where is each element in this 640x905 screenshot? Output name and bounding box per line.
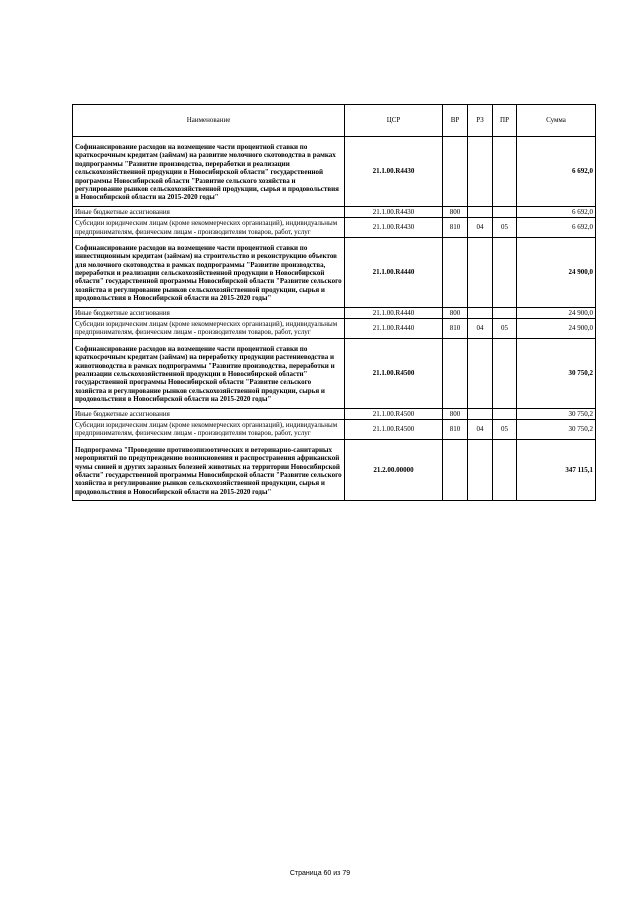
table-row	[73, 319, 596, 339]
row-sum: 6 692,0	[517, 137, 596, 207]
row-pr: 05	[493, 218, 517, 238]
row-name: Подпрограмма "Проведение противоэпизоотических и ветеринарно-санитарных мероприятий по предупреждению возникновения и распространения африканской чумы свиней и других заразных болезней животных на территории Новосибирской области" государственной программы Новосибирской области "Развитие сельского хозяйства и регулирование рынков сельскохозяйственной продукции, сырья и продовольствия в Новосибирской области на 2015-2020 годы"	[73, 439, 345, 500]
row-csr: 21.2.00.00000	[345, 439, 443, 500]
table-row	[73, 206, 596, 217]
header-name: Наименование	[73, 105, 345, 137]
row-vr	[443, 439, 468, 500]
table-row	[73, 439, 596, 500]
row-pr	[493, 307, 517, 318]
table-row	[73, 307, 596, 318]
row-csr: 21.1.00.R4500	[345, 338, 443, 408]
row-pr	[493, 237, 517, 307]
row-csr: 21.1.00.R4440	[345, 319, 443, 339]
row-rz: 04	[468, 218, 493, 238]
row-sum: 24 900,0	[517, 319, 596, 339]
row-vr	[443, 137, 468, 207]
row-csr: 21.1.00.R4430	[345, 218, 443, 238]
row-sum: 24 900,0	[517, 307, 596, 318]
row-vr: 810	[443, 419, 468, 439]
row-vr: 800	[443, 206, 468, 217]
row-name: Софинансирование расходов на возмещение части процентной ставки по краткосрочным кредитам (займам) на переработку продукции растениеводства и животноводства в рамках подпрограммы "Развитие производства, переработки и реализации сельскохозяйственной продукции в Новосибирской области" государственной программы Новосибирской области "Развитие сельского хозяйства и регулирование рынков сельскохозяйственной продукции, сырья и продовольствия в Новосибирской области на 2015-2020 годы"	[73, 338, 345, 408]
row-rz	[468, 206, 493, 217]
row-pr: 05	[493, 319, 517, 339]
row-sum: 30 750,2	[517, 408, 596, 419]
row-csr: 21.1.00.R4500	[345, 408, 443, 419]
row-sum: 24 900,0	[517, 237, 596, 307]
header-rz: РЗ	[468, 105, 493, 137]
table-row	[73, 419, 596, 439]
table-row	[73, 218, 596, 238]
row-csr: 21.1.00.R4440	[345, 307, 443, 318]
row-csr: 21.1.00.R4500	[345, 419, 443, 439]
header-csr: ЦСР	[345, 105, 443, 137]
row-name: Иные бюджетные ассигнования	[73, 206, 345, 217]
row-csr: 21.1.00.R4430	[345, 137, 443, 207]
row-pr	[493, 206, 517, 217]
row-pr	[493, 439, 517, 500]
row-name: Софинансирование расходов на возмещение части процентной ставки по краткосрочным кредитам (займам) на развитие молочного скотоводства в рамках подпрограммы "Развитие производства, переработки и реализации сельскохозяйственной продукции в Новосибирской области" государственной программы Новосибирской области "Развитие сельского хозяйства и регулирование рынков сельскохозяйственной продукции, сырья и продовольствия в Новосибирской области на 2015-2020 годы"	[73, 137, 345, 207]
row-sum: 30 750,2	[517, 419, 596, 439]
row-sum: 6 692,0	[517, 218, 596, 238]
row-vr: 810	[443, 319, 468, 339]
row-rz: 04	[468, 419, 493, 439]
row-vr: 800	[443, 408, 468, 419]
row-name: Субсидии юридическим лицам (кроме некоммерческих организаций), индивидуальным предпринимателям, физическим лицам - производителям товаров, работ, услуг	[73, 419, 345, 439]
row-pr: 05	[493, 419, 517, 439]
row-pr	[493, 137, 517, 207]
row-rz	[468, 439, 493, 500]
row-rz	[468, 237, 493, 307]
table-row	[73, 408, 596, 419]
row-name: Иные бюджетные ассигнования	[73, 408, 345, 419]
row-rz: 04	[468, 319, 493, 339]
row-name: Иные бюджетные ассигнования	[73, 307, 345, 318]
row-pr	[493, 338, 517, 408]
header-sum: Сумма	[517, 105, 596, 137]
row-vr	[443, 338, 468, 408]
row-csr: 21.1.00.R4440	[345, 237, 443, 307]
row-vr: 800	[443, 307, 468, 318]
page-number: Страница 60 из 79	[289, 870, 351, 877]
row-vr	[443, 237, 468, 307]
row-csr: 21.1.00.R4430	[345, 206, 443, 217]
header-vr: ВР	[443, 105, 468, 137]
row-rz	[468, 137, 493, 207]
table-row	[73, 237, 596, 307]
row-sum: 347 115,1	[517, 439, 596, 500]
row-name: Субсидии юридическим лицам (кроме некоммерческих организаций), индивидуальным предпринимателям, физическим лицам - производителям товаров, работ, услуг	[73, 319, 345, 339]
budget-table	[72, 104, 596, 501]
row-pr	[493, 408, 517, 419]
header-pr: ПР	[493, 105, 517, 137]
row-sum: 6 692,0	[517, 206, 596, 217]
row-sum: 30 750,2	[517, 338, 596, 408]
row-rz	[468, 338, 493, 408]
table-header-row	[73, 105, 596, 137]
row-name: Софинансирование расходов на возмещение части процентной ставки по инвестиционным кредитам (займам) на строительство и реконструкцию объектов для молочного скотоводства в рамках подпрограммы "Развитие производства, переработки и реализации сельскохозяйственной продукции в Новосибирской области" государственной программы Новосибирской области "Развитие сельского хозяйства и регулирование рынков сельскохозяйственной продукции, сырья и продовольствия в Новосибирской области на 2015-2020 годы"	[73, 237, 345, 307]
row-rz	[468, 307, 493, 318]
table-row	[73, 137, 596, 207]
row-rz	[468, 408, 493, 419]
table-row	[73, 338, 596, 408]
row-name: Субсидии юридическим лицам (кроме некоммерческих организаций), индивидуальным предпринимателям, физическим лицам - производителям товаров, работ, услуг	[73, 218, 345, 238]
row-vr: 810	[443, 218, 468, 238]
